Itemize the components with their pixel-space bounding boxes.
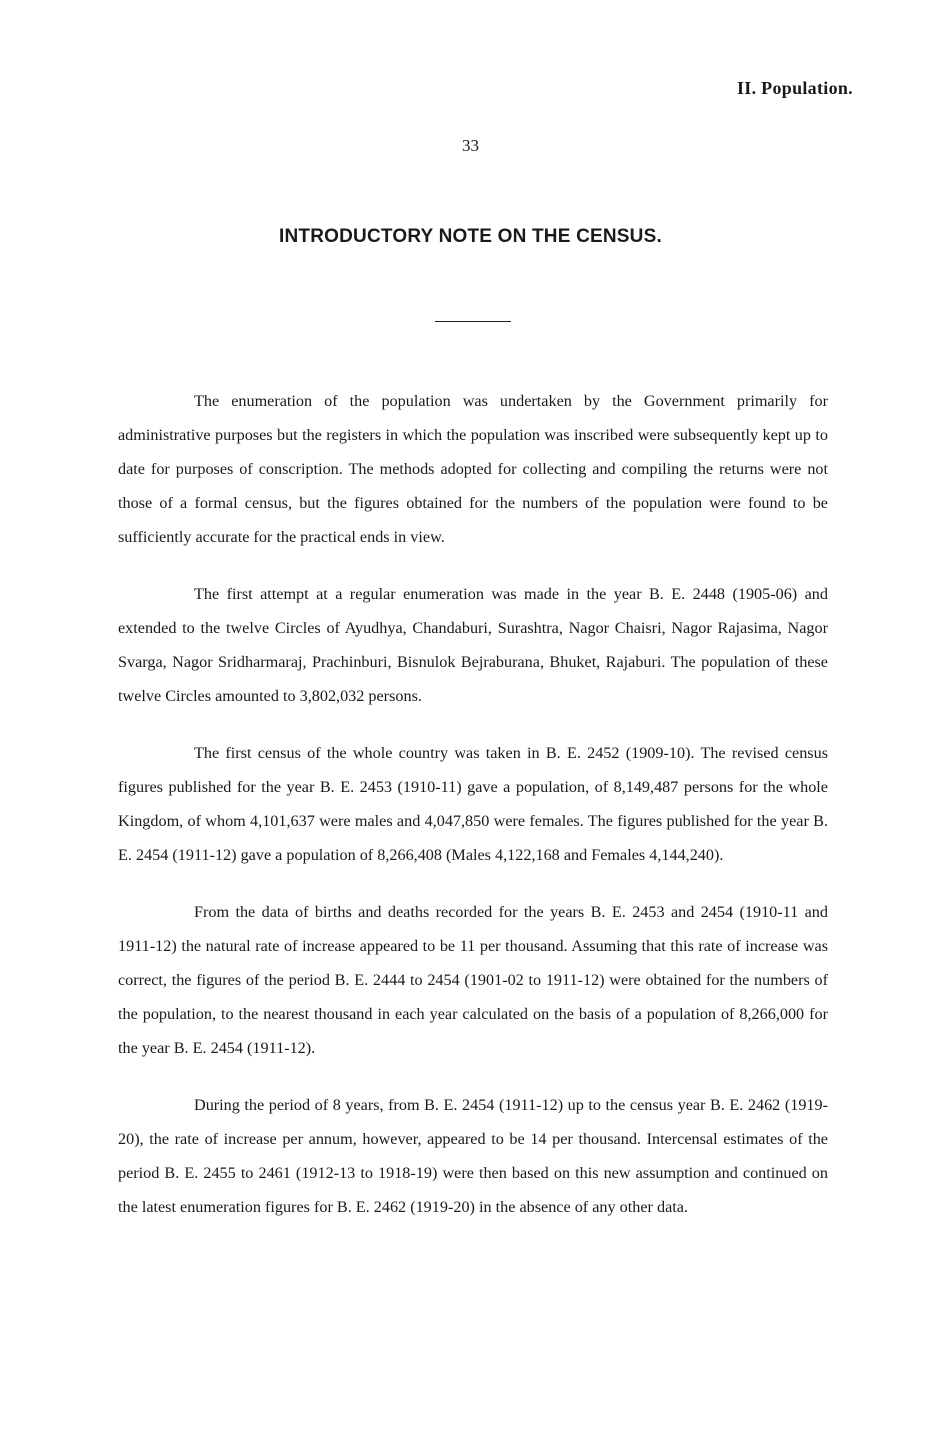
running-head: II. Population.	[736, 78, 853, 98]
page-number: 33	[462, 136, 479, 155]
paragraph: The first census of the whole country was taken in B. E. 2452 (1909-10). The revised census figures published for the year B. E. 2453 (1910-11) gave a population, of 8,149,487 persons for the whole Kingdom, of whom 4,101,637 were males and 4,047,850 were females. The figures published for the year B. E. 2454 (1911-12) gave a population of 8,266,408 (Males 4,122,168 and Females 4,144,240).	[118, 744, 828, 864]
paragraph: From the data of births and deaths recorded for the years B. E. 2453 and 2454 (1910-11 and 1911-12) the natural rate of increase appeared to be 11 per thousand. Assuming that this rate of increase was correct, the figures of the period B. E. 2444 to 2454 (1901-02 to 1911-12) were obtained for the numbers of the population, to the nearest thousand in each year calculated on the basis of a population of 8,266,000 for the year B. E. 2454 (1911-12).	[118, 903, 828, 1057]
body-text	[118, 384, 828, 1247]
paragraph: During the period of 8 years, from B. E. 2454 (1911-12) up to the census year B. E. 2462 (1919-20), the rate of increase per annum, however, appeared to be 14 per thousand. Intercensal estimates of the period B. E. 2455 to 2461 (1912-13 to 1918-19) were then based on this new assumption and continued on the latest enumeration figures for B. E. 2462 (1919-20) in the absence of any other data.	[118, 1096, 828, 1216]
paragraph: The first attempt at a regular enumeration was made in the year B. E. 2448 (1905-06) and extended to the twelve Circles of Ayudhya, Chandaburi, Surashtra, Nagor Chaisri, Nagor Rajasima, Nagor Svarga, Nagor Sridharmaraj, Prachinburi, Bisnulok Bejraburana, Bhuket, Rajaburi. The population of these twelve Circles amounted to 3,802,032 persons.	[118, 585, 828, 705]
page-title: INTRODUCTORY NOTE ON THE CENSUS.	[279, 226, 662, 247]
title-divider	[435, 321, 511, 322]
paragraph: The enumeration of the population was undertaken by the Government primarily for administrative purposes but the registers in which the population was inscribed were subsequently kept up to date for purposes of conscription. The methods adopted for collecting and compiling the returns were not those of a formal census, but the figures obtained for the numbers of the population were found to be sufficiently accurate for the practical ends in view.	[118, 392, 828, 546]
